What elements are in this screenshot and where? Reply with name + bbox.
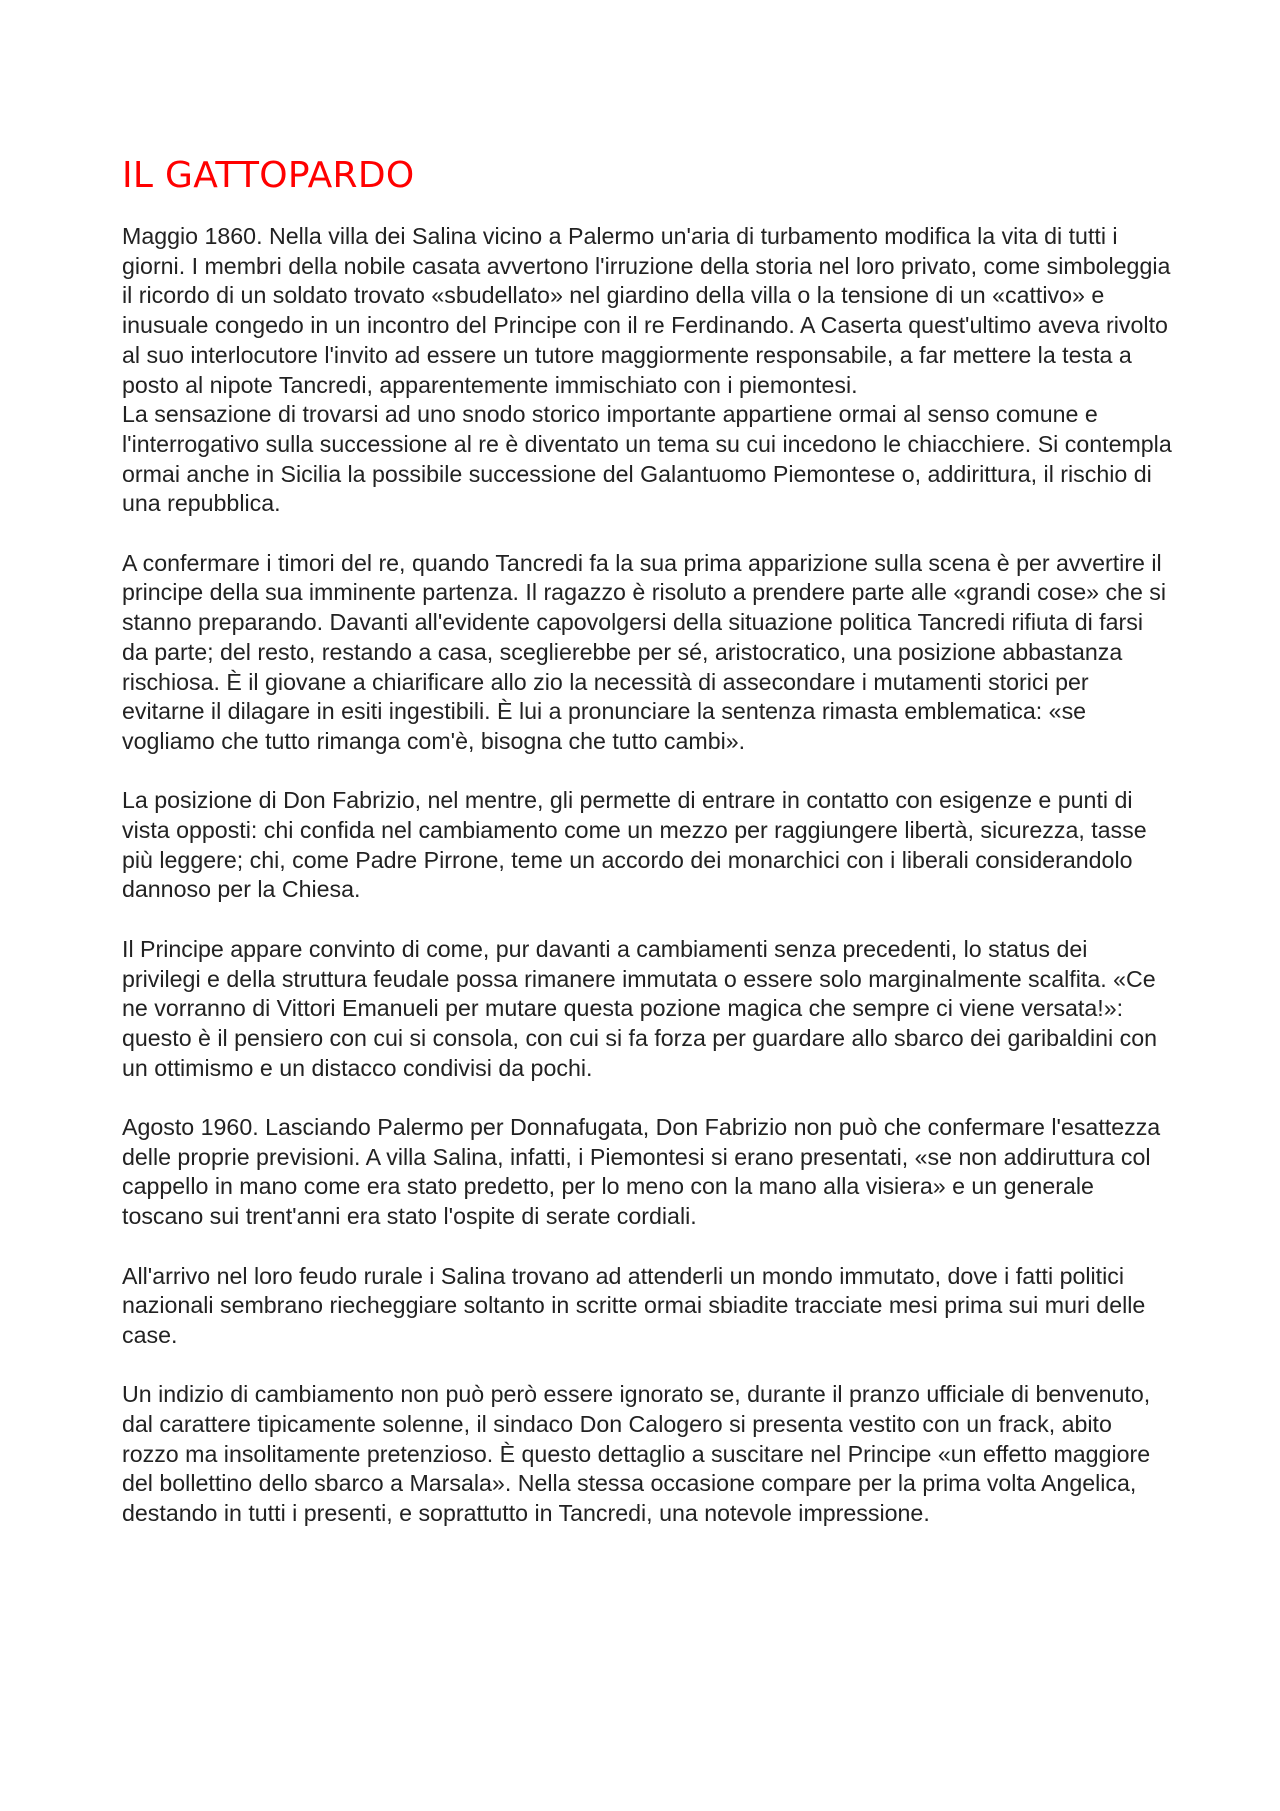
paragraph-succession: La sensazione di trovarsi ad uno snodo storico importante appartiene ormai al senso comune e l'interrogativo sulla successione al re è diventato un tema su cui incedono le chiacchiere. Si contempla ormai anche in Sicilia la possibile successione del Galantuomo Piemontese o, addirittura, il rischio di una repubblica. xyxy=(122,401,1172,517)
document-page xyxy=(122,152,1172,1529)
paragraph-don-calogero: Un indizio di cambiamento non può però essere ignorato se, durante il pranzo ufficiale di benvenuto, dal carattere tipicamente solenne, il sindaco Don Calogero si presenta vestito con un frack, abito rozzo ma insolitamente pretenzioso. È questo dettaglio a suscitare nel Principe «un effetto maggiore del bollettino dello sbarco a Marsala». Nella stessa occasione compare per la prima volta Angelica, destando in tutti i presenti, e soprattutto in Tancredi, una notevole impressione. xyxy=(122,1381,1151,1527)
paragraph-tancredi: A confermare i timori del re, quando Tancredi fa la sua prima apparizione sulla scena è per avvertire il principe della sua imminente partenza. Il ragazzo è risoluto a prendere parte alle «grandi cose» che si stanno preparando. Davanti all'evidente capovolgersi della situazione politica Tancredi rifiuta di farsi da parte; del resto, restando a casa, sceglierebbe per sé, aristocratico, una posizione abbastanza rischiosa. È il giovane a chiarificare allo zio la necessità di assecondare i mutamenti storici per evitarne il dilagare in esiti ingestibili. È lui a pronunciare la sentenza rimasta emblematica: «se vogliamo che tutto rimanga com'è, bisogna che tutto cambi». xyxy=(122,549,1167,754)
paragraph-may-1860: Maggio 1860. Nella villa dei Salina vicino a Palermo un'aria di turbamento modifica la vita di tutti i giorni. I membri della nobile casata avvertono l'irruzione della storia nel loro privato, come simboleggia il ricordo di un soldato trovato «sbudellato» nel giardino della villa o la tensione di un «cattivo» e inusuale congedo in un incontro del Principe con il re Ferdinando. A Caserta quest'ultimo aveva rivolto al suo interlocutore l'invito ad essere un tutore maggiormente responsabile, a far mettere la testa a posto al nipote Tancredi, apparentemente immischiato con i piemontesi. xyxy=(122,223,1171,398)
paragraph-principe: Il Principe appare convinto di come, pur davanti a cambiamenti senza precedenti, lo status dei privilegi e della struttura feudale possa rimanere immutata o essere solo marginalmente scalfita. «Ce ne vorranno di Vittori Emanueli per mutare questa pozione magica che sempre ci viene versata!»: questo è il pensiero con cui si consola, con cui si fa forza per guardare allo sbarco dei garibaldini con un ottimismo e un distacco condivisi da pochi. xyxy=(122,935,1158,1081)
paragraph-don-fabrizio: La posizione di Don Fabrizio, nel mentre, gli permette di entrare in contatto con esigenze e punti di vista opposti: chi confida nel cambiamento come un mezzo per raggiungere libertà, sicurezza, tasse più leggere; chi, come Padre Pirrone, teme un accordo dei monarchici con i liberali considerandolo dannoso per la Chiesa. xyxy=(122,787,1147,903)
document-title: IL GATTOPARDO xyxy=(122,155,415,196)
paragraph-feudo-rurale: All'arrivo nel loro feudo rurale i Salina trovano ad attenderli un mondo immutato, dove i fatti politici nazionali sembrano riecheggiare soltanto in scritte ormai sbiadite tracciate mesi prima sui muri delle case. xyxy=(122,1262,1146,1348)
paragraph-agosto-1960: Agosto 1960. Lasciando Palermo per Donnafugata, Don Fabrizio non può che confermare l'esattezza delle proprie previsioni. A villa Salina, infatti, i Piemontesi si erano presentati, «se non addiruttura col cappello in mano come era stato predetto, per lo meno con la mano alla visiera» e un generale toscano sui trent'anni era stato l'ospite di serate cordiali. xyxy=(122,1114,1161,1230)
